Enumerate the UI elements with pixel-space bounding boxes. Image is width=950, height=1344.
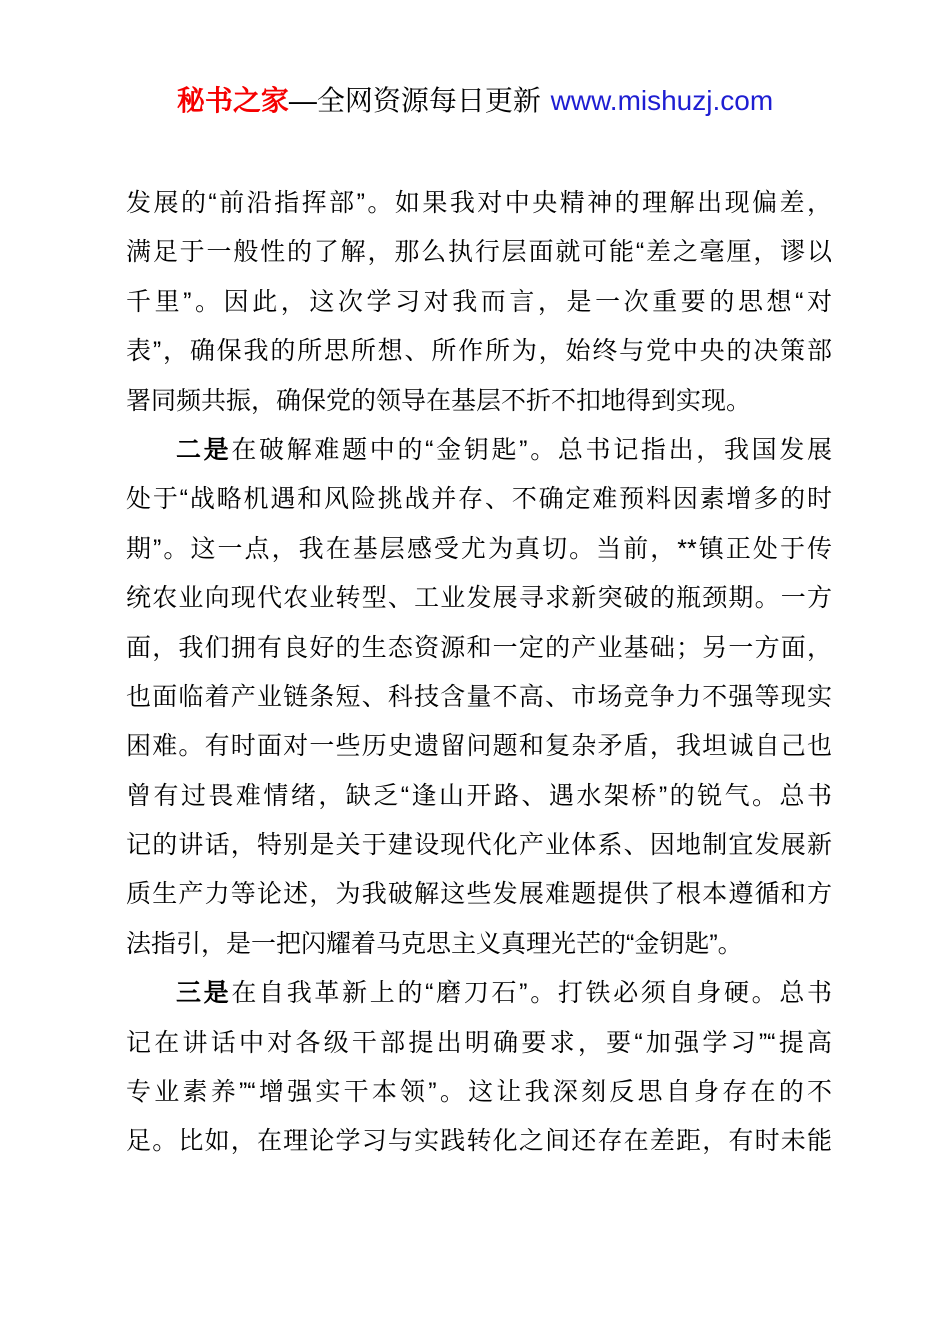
text-line: 专业素养”“增强实干本领”。这让我深刻反思自身存在的不: [126, 1078, 832, 1107]
site-url[interactable]: www.mishuzj.com: [550, 85, 774, 116]
text-line: 记在讲话中对各级干部提出明确要求，要“加强学习”“提高: [126, 1028, 832, 1057]
text-line: 千里”。因此，这次学习对我而言，是一次重要的思想“对: [126, 287, 832, 316]
text-line: 质生产力等论述，为我破解这些发展难题提供了根本遵循和方: [126, 880, 832, 909]
paragraph-second-point: [126, 426, 832, 969]
paragraph-continuation: [126, 179, 832, 426]
text-line: 曾有过畏难情绪，缺乏“逢山开路、遇水架桥”的锐气。总书: [126, 781, 832, 810]
text-line: 期”。这一点，我在基层感受尤为真切。当前，**镇正处于传: [126, 534, 832, 563]
text-line: 也面临着产业链条短、科技含量不高、市场竞争力不强等现实: [126, 682, 832, 711]
text-line: 统农业向现代农业转型、工业发展寻求新突破的瓶颈期。一方: [126, 584, 832, 613]
text-line: 满足于一般性的了解，那么执行层面就可能“差之毫厘，谬以: [126, 238, 832, 267]
text-line: 署同频共振，确保党的领导在基层不折不扣地得到实现。: [126, 386, 752, 415]
paragraph-lead: 三是: [176, 979, 232, 1008]
site-header: [0, 82, 950, 120]
text-line: 足。比如，在理论学习与实践转化之间还存在差距，有时未能: [126, 1127, 832, 1156]
paragraph-third-point: [126, 969, 832, 1167]
text-line: 二是在破解难题中的“金钥匙”。总书记指出，我国发展: [176, 435, 832, 464]
paragraph-lead: 二是: [176, 435, 232, 464]
text-line: 表”，确保我的所思所想、所作所为，始终与党中央的决策部: [126, 337, 832, 366]
tagline-text: —全网资源每日更新: [288, 85, 541, 116]
text-line: 面，我们拥有良好的生态资源和一定的产业基础；另一方面，: [126, 633, 832, 662]
text-line: 记的讲话，特别是关于建设现代化产业体系、因地制宜发展新: [126, 831, 832, 860]
brand-text: 秘书之家: [176, 85, 289, 116]
document-body: [126, 179, 832, 1167]
text-line: 困难。有时面对一些历史遗留问题和复杂矛盾，我坦诚自己也: [126, 732, 832, 761]
text-line: 发展的“前沿指挥部”。如果我对中央精神的理解出现偏差，: [126, 189, 832, 217]
text-line: 法指引，是一把闪耀着马克思主义真理光芒的“金钥匙”。: [126, 929, 743, 958]
text-line: 三是在自我革新上的“磨刀石”。打铁必须自身硬。总书: [176, 979, 832, 1008]
text-line: 处于“战略机遇和风险挑战并存、不确定难预料因素增多的时: [126, 485, 832, 514]
